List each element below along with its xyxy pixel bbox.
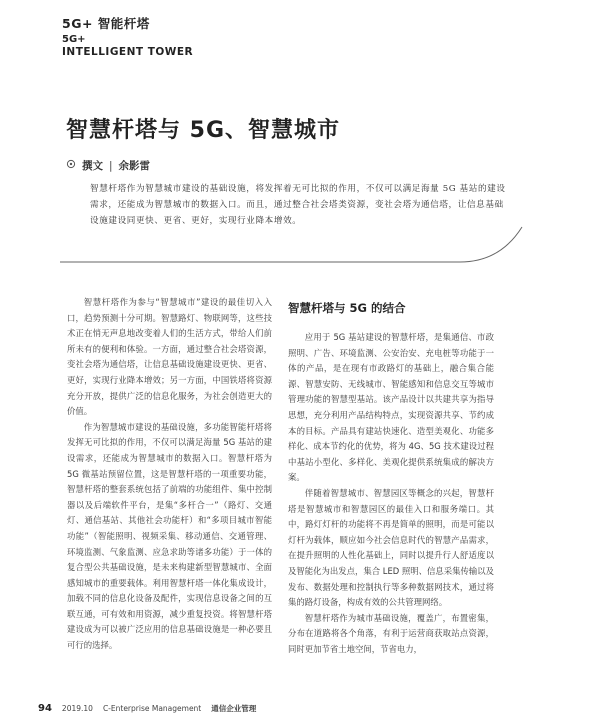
byline-separator: | <box>109 159 113 172</box>
left-paragraph-1: 智慧杆塔作为参与“智慧城市”建设的最佳切入入口，趋势预测十分可期。智慧路灯、物联网等，这些技术正在悄无声息地改变着人们的生活方式，带给人们前所未有的便利和体验。一方面，通过整合社会塔资源，变社会塔为通信塔，让信息基础设施建设更快、更省、更好，实现行业降本增效；另一方面，中国铁塔将资源充分开放，提供广泛的信息化服务，为社会创造更大的价值。 <box>67 297 272 417</box>
article-title: 智慧杆塔与 5G、智慧城市 <box>66 118 341 143</box>
section-title-cn: 5G+ 智能杆塔 <box>62 16 150 31</box>
left-paragraph-2: 作为智慧城市建设的基础设施，多功能智能杆塔将发挥无可比拟的作用，不仅可以满足海量 5G 基站的建设需求，还能成为智慧城市的数据入口。智慧杆塔为 5G 微基站预留位置，这是智慧杆塔的一项重要功能，智慧杆塔的整套系统包括了前端的功能组件、集中控制器以及后端软件平台，是集“多杆合一”（路灯、交通灯、通信基站、其他社会功能杆）和“多项目城市智能功能”（智能照明、视频采集、移动通信、交通管理、环境监测、气象监测、应急求助等诸多功能）于一体的复合型公共基础设施，是未来构建新型智慧城市、全面感知城市的重要载体。利用智慧杆塔一体化集成设计，加载不同的信息化设备及配件，实现信息设备之间的互联互通，可有效和用资源，减少重复投资。将智慧杆塔建设成为可以被广泛应用的信息基础设施是一种必要且可行的选择。 <box>67 421 272 651</box>
pen-icon <box>66 159 76 172</box>
section-title-en-2: INTELLIGENT TOWER <box>62 46 194 58</box>
right-column <box>288 300 494 657</box>
journal-name-cn: 通信企业管理 <box>211 704 257 713</box>
issue-date: 2019.10 <box>61 704 93 713</box>
abstract: 智慧杆塔作为智慧城市建设的基础设施，将发挥着无可比拟的作用，不仅可以满足海量 5G 基站的建设需求，还能成为智慧城市的数据入口。而且，通过整合社会塔类资源，变社会塔为通信塔，让信息基础设施建设同更快、更省、更好，实现行业降本增效。 <box>90 184 506 226</box>
page-number: 94 <box>38 703 52 714</box>
decorative-curve <box>60 222 530 272</box>
section-title-en-1: 5G+ <box>62 34 86 45</box>
byline <box>66 158 150 173</box>
section-header <box>62 14 193 58</box>
right-paragraph-1: 应用于 5G 基站建设的智慧杆塔，是集通信、市政照明、广告、环境监测、公安治安、充电桩等功能于一体的产品，是在现有市政路灯的基础上，融合集合能源、智慧安防、无线城市、智能感知和信息交互等城市管理功能的智慧型基站。该产品设计以共建共享为指导思想，充分利用产品结构特点，实现资源共享、节约成本的目标。产品具有建站快速化、造型美观化、功能多样化、成本节约化的优势，将为 4G、5G 技术建设过程中基站小型化、多样化、美观化提供系统集成的解决方案。 <box>288 332 494 483</box>
page-footer <box>38 703 256 714</box>
byline-author: 余影雷 <box>118 160 151 172</box>
right-paragraph-3: 智慧杆塔作为城市基础设施，覆盖广，布置密集，分布在道路将各个角落，有利于运营商获取站点资源，同时更加节省土地空间，节省电力， <box>288 612 494 654</box>
right-paragraph-2: 伴随着智慧城市、智慧园区等概念的兴起，智慧杆塔是智慧城市和智慧园区的最佳入口和服务端口。其中，路灯灯杆的功能将不再是简单的照明，而是可能以灯杆为载体，顺应如今社会信息时代的智慧产品需求，在提升照明的人性化基础上，同时以提升行人舒适度以及智能化为出发点，集合 LED 照明、信息采集传输以及发布、数据处理和控制执行等多种数据网技术，通过将集的路灯设备，构成有效的公共管理网络。 <box>288 487 494 608</box>
right-heading: 智慧杆塔与 5G 的结合 <box>288 301 406 315</box>
journal-name-en: C-Enterprise Management <box>102 704 202 713</box>
left-column <box>67 295 272 654</box>
byline-label: 撰文 <box>82 160 103 172</box>
